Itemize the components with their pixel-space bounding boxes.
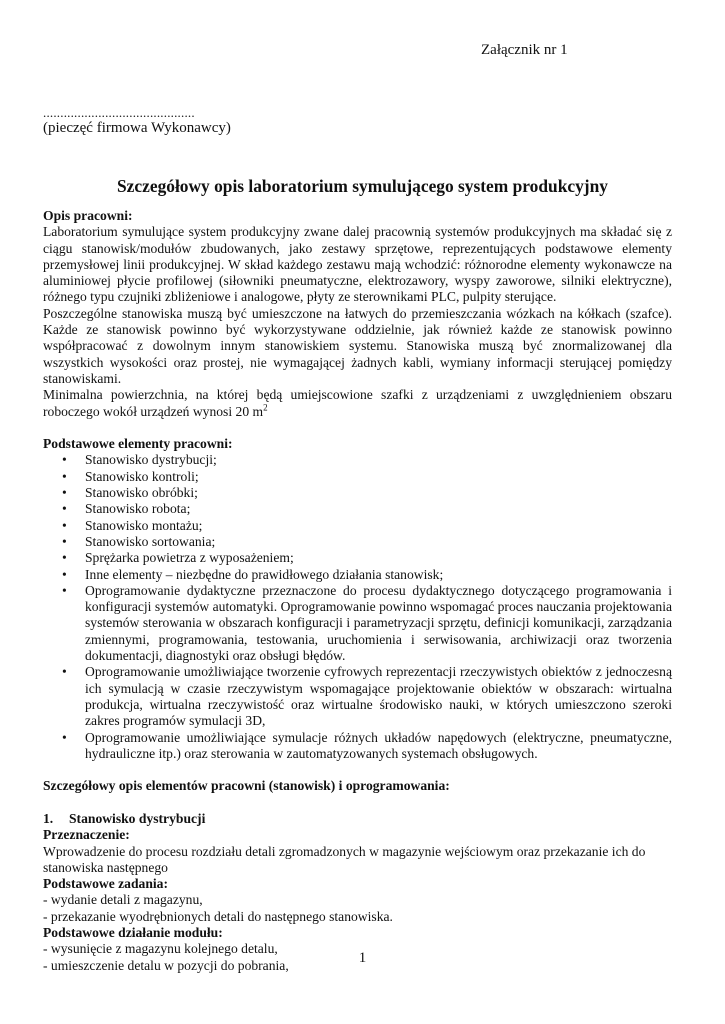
bullet-icon: • [62,664,67,680]
document-body [43,208,672,974]
list-item: • Oprogramowanie umożliwiające symulacje różnych układów napędowych (elektryczne, pneumatyczne, hydrauliczne itp.) oraz sterowania w zautomatyzowanych systemach obsługowych. [62,729,672,761]
list-item: • Stanowisko sortowania; [62,533,216,549]
list-item: • Stanowisko obróbki; [62,485,198,501]
list-item: • Stanowisko robota; [62,501,191,517]
opis-heading: Opis pracowni: [43,208,133,223]
bullet-icon: • [62,582,67,598]
opis-paragraph-3-text: Minimalna powierzchnia, na której będą umiejscowione szafki z urządzeniami z uwzględnieniem obszaru roboczego wokół urządzeń wynosi 20 m [43,387,672,419]
bullet-icon: • [62,533,67,549]
dzialanie-item: - umieszczenie detalu w pozycji do pobrania, [43,957,289,973]
zadania-label: Podstawowe zadania: [43,876,168,892]
zadania-item: - wydanie detali z magazynu, [43,892,203,908]
list-item: • Stanowisko kontroli; [62,468,199,484]
bullet-icon: • [62,468,67,484]
opis-paragraph-2: Poszczególne stanowiska muszą być umieszczone na łatwych do przemieszczania wózkach na kółkach (szafce). Każde ze stanowisk powinno być wykorzystywane oddzielnie, jak również każde ze stanowisk powinno współpracować z dowolnym innym stanowiskiem systemu. Stanowiska muszą być znormalizowanej dla wszystkich wysokości oraz prostej, nie wymagającej żadnych kabli, wymiany informacji sterującej pomiędzy stanowiskami. [43,305,672,386]
section-heading [43,811,672,827]
list-item: • Inne elementy – niezbędne do prawidłowego działania stanowisk; [62,566,444,582]
list-item: • Sprężarka powietrza z wyposażeniem; [62,550,294,566]
elementy-heading: Podstawowe elementy pracowni: [43,436,233,452]
opis-paragraph-1: Laboratorium symulujące system produkcyjny zwane dalej pracownią systemów produkcyjnych ma składać się z ciągu stanowisk/modułów zbudowanych, jako zestawy sprzętowe, reprezentujących podstawowe elementy przemysłowej linii produkcyjnej. W skład każdego zestawu mają wchodzić: różnorodne elementy wykonawcze na aluminiowej płycie profilowej (siłowniki pneumatyczne, elektrozawory, wyspy zaworowe, silniki elektryczne), różnego typu czujniki zbliżeniowe i analogowe, płyty ze sterownikami PLC, pulpity sterujące. [43,224,672,305]
elementy-list [43,452,672,762]
document-title: Szczegółowy opis laboratorium symulującego system produkcyjny [117,176,608,196]
bullet-icon: • [62,550,67,566]
bullet-icon: • [62,729,67,745]
bullet-icon: • [62,566,67,582]
attachment-label: Załącznik nr 1 [481,42,568,58]
bullet-icon: • [62,501,67,517]
section-number: 1. [43,810,54,826]
przeznaczenie-label: Przeznaczenie: [43,827,130,843]
company-stamp-label: (pieczęć firmowa Wykonawcy) [43,120,231,136]
list-item: • Oprogramowanie umożliwiające tworzenie cyfrowych reprezentacji rzeczywistych obiektów z jednoczesną ich symulacją w czasie rzeczywistym wspomagające projektowanie obiektów w obszarach: wirtualna produkcja, wirtualna rzeczywistość oraz wirtualne środowisko nauki, w których umieszczono szeroki zakres programów symulacji 3D, [62,664,672,729]
dzialanie-label: Podstawowe działanie modułu: [43,925,223,941]
signature-dots: ............................................ [43,105,195,120]
bullet-icon: • [62,517,67,533]
list-item: • Oprogramowanie dydaktyczne przeznaczone do procesu dydaktycznego dotyczącego programowania i konfiguracji systemów automatyki. Oprogramowanie powinno wspomagać proces nauczania projektowania systemów sterowania w obszarach konfiguracji i parametryzacji sprzętu, definicji komunikacji, zarządzania zmiennymi, programowania, testowania, uruchomienia i serwisowania, archiwizacji oraz tworzenia dokumentacji, diagnostyki oraz obsługi błędów. [62,582,673,664]
dzialanie-item: - wysunięcie z magazynu kolejnego detalu, [43,941,278,957]
page-number: 1 [358,950,367,966]
list-item: • Stanowisko dystrybucji; [62,452,217,468]
square-superscript: 2 [263,402,268,413]
bullet-icon: • [62,485,67,501]
przeznaczenie-text: Wprowadzenie do procesu rozdziału detali zgromadzonych w magazynie wejściowym oraz przekazanie ich do stanowiska następnego [43,843,646,875]
zadania-item: - przekazanie wyodrębnionych detali do następnego stanowiska. [43,908,393,924]
opis-paragraph-3 [43,387,672,420]
section-title: Stanowisko dystrybucji [69,810,206,826]
bullet-icon: • [62,452,67,468]
szczegolowy-heading: Szczegółowy opis elementów pracowni (stanowisk) i oprogramowania: [43,778,450,794]
list-item: • Stanowisko montażu; [62,517,203,533]
